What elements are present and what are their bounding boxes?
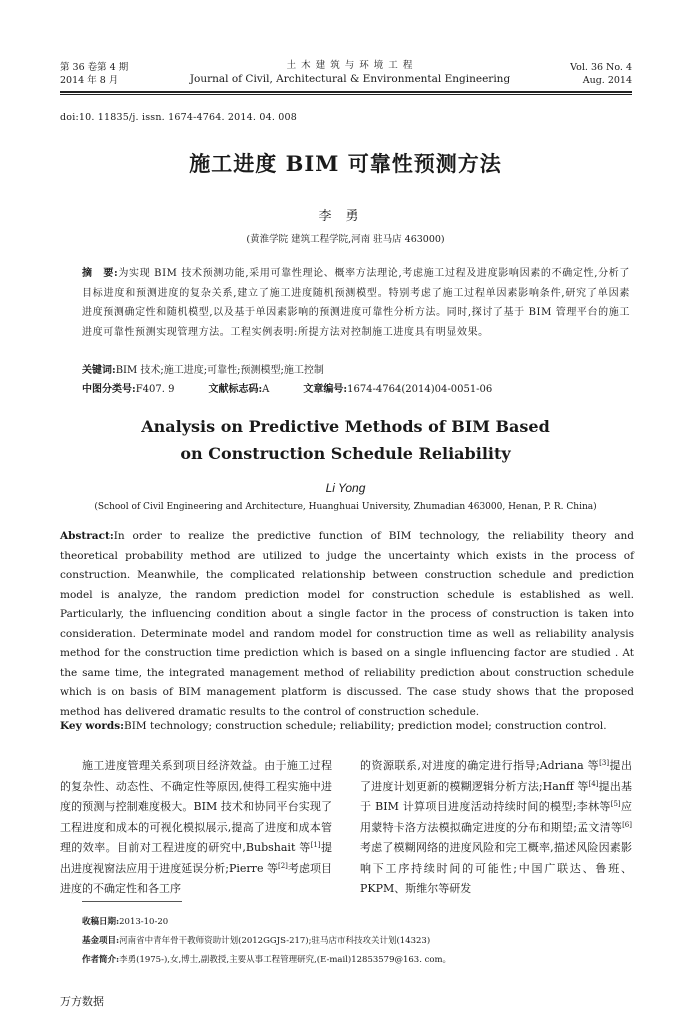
abstract-en-label: Abstract:: [60, 530, 114, 542]
fund-text: 河南省中青年骨干教师资助计划(2012GGJS-217);驻马店市科技攻关计划(14323): [119, 936, 431, 946]
citation: [3]: [599, 759, 610, 767]
keywords-en-text: BIM technology; construction schedule; reliability; prediction model; construction control.: [124, 720, 607, 732]
affiliation-en: (School of Civil Engineering and Architecture, Huanghuai University, Zhumadian 463000, Henan, P. R. China): [94, 502, 597, 512]
article-no-label: 文章编号:: [303, 384, 348, 395]
header-date-en: Aug. 2014: [582, 75, 632, 86]
bio-text: 李勇(1975-),女,博士,副教授,主要从事工程管理研究,(E-mail)12853579@163. com。: [119, 955, 452, 965]
header-vol-en: Vol. 36 No. 4: [570, 62, 632, 73]
author-en: Li Yong: [325, 481, 366, 495]
clc-label: 中图分类号:: [82, 384, 136, 395]
citation: [6]: [622, 820, 632, 829]
abstract-cn-text: 为实现 BIM 技术预测功能,采用可靠性理论、概率方法理论,考虑施工过程及进度影响因素的不确定性,分析了目标进度和预测进度的复杂关系,建立了施工进度随机预测模型。特别考虑了施工过程单因素影响条件,研究了单因素进度预测确定性和随机模型,以及基于单因素影响的预测进度可靠性分析方法。同时,探讨了基于 BIM 管理平台的施工进度可靠性预测实现管理方法。工程实例表明:所提方法对控制施工进度具有明显效果。: [82, 268, 630, 338]
clc-value: F407. 9: [135, 384, 175, 395]
header-rule-thick: [60, 91, 632, 93]
footnote-bio: [82, 953, 451, 965]
body-text: 的资源联系,对进度的确定进行指导;Adriana 等: [360, 759, 600, 772]
abstract-en: [60, 527, 634, 722]
header-rule-thin: [60, 94, 632, 95]
bio-label: 作者简介:: [82, 955, 120, 965]
keywords-cn: [82, 361, 324, 376]
paper-title-cn: 施工进度 BIM 可靠性预测方法: [189, 151, 502, 176]
body-text: 考虑了模糊网络的进度风险和完工概率,描述风险因素影响下工序持续时间的可能性;中国广联达、鲁班、PKPM、斯维尔等研发: [360, 841, 632, 895]
keywords-cn-label: 关键词:: [82, 365, 116, 376]
header-date: 2014 年 8 月: [60, 75, 119, 86]
journal-title-en: Journal of Civil, Architectural & Environmental Engineering: [189, 73, 511, 85]
received-date: 2013-10-20: [119, 917, 169, 927]
doc-code-label: 文献标志码:: [208, 384, 263, 395]
body-text: 施工进度管理关系到项目经济效益。由于施工过程的复杂性、动态性、不确定性等原因,使得工程实施中进度的预测与控制难度极大。BIM 技术和协同平台实现了工程进度和成本的可视化模拟展示,提高了进度和成本管理的效率。目前对工程进度的研究中,Bubshait 等: [60, 759, 332, 854]
fund-label: 基金项目:: [82, 936, 120, 946]
keywords-cn-text: BIM 技术;施工进度;可靠性;预测模型;施工控制: [115, 365, 324, 376]
body-text: 提出基于 BIM 计算项目进度活动持续时间的模型;李林等: [360, 779, 632, 813]
abstract-en-text: In order to realize the predictive function of BIM technology, the reliability theory and theoretical probability method are utilized to judge the uncertainty which exists in the process of construction. Meanwhile, the complicated relationship between construction schedule and prediction model is analyze, the random prediction model for construction schedule is established as well. Particularly, the influencing condition about a single factor in the process of construction is taken into consideration. Determinate model and random model for construction time as well as reliability analysis method for the construction time prediction which is based on a single influencing factor are studied . At the same time, the integrated management method of reliability prediction about construction schedule which is on basis of BIM management platform is discussed. The case study shows that the proposed method has delivered dramatic results to the control of construction schedule.: [60, 530, 634, 718]
doc-code-value: A: [262, 384, 270, 395]
author-cn: 李勇: [318, 209, 373, 224]
body-column-left: [60, 756, 332, 900]
citation: [4]: [588, 779, 599, 788]
citation: [1]: [310, 841, 321, 849]
doi: doi:10. 11835/j. issn. 1674-4764. 2014. 04. 008: [60, 112, 298, 123]
keywords-en-label: Key words:: [60, 720, 125, 732]
classification-line: [82, 380, 492, 395]
footnote-fund: [82, 934, 430, 946]
footnote-rule: [82, 901, 182, 902]
citation: [5]: [610, 800, 621, 808]
body-text: 提出了进度计划更新的模糊逻辑分析方法;Hanff 等: [360, 759, 633, 793]
paper-title-en-line2: on Construction Schedule Reliability: [180, 444, 511, 463]
citation: [2]: [278, 861, 288, 870]
affiliation-cn: (黄淮学院 建筑工程学院,河南 驻马店 463000): [246, 234, 445, 245]
keywords-en: [60, 720, 607, 732]
body-text: 提出进度视窗法应用于进度延误分析;Pierre 等: [60, 841, 332, 875]
received-label: 收稿日期:: [82, 917, 120, 927]
body-text: 考虑项目进度的不确定性和各工序: [60, 861, 332, 895]
journal-title-cn: 土 木 建 筑 与 环 境 工 程: [286, 60, 414, 71]
footnote-received: [82, 915, 168, 927]
paper-title-en-line1: Analysis on Predictive Methods of BIM Based: [141, 417, 550, 436]
article-no-value: 1674-4764(2014)04-0051-06: [347, 384, 493, 395]
body-text: 应用蒙特卡洛方法模拟确定进度的分布和期望;孟文清等: [360, 800, 633, 834]
abstract-cn: [82, 264, 630, 342]
body-column-right: [360, 756, 632, 900]
footer-watermark: 万方数据: [60, 995, 104, 1008]
abstract-cn-label: 摘 要:: [82, 268, 119, 279]
header-volume: 第 36 卷第 4 期: [60, 62, 129, 73]
